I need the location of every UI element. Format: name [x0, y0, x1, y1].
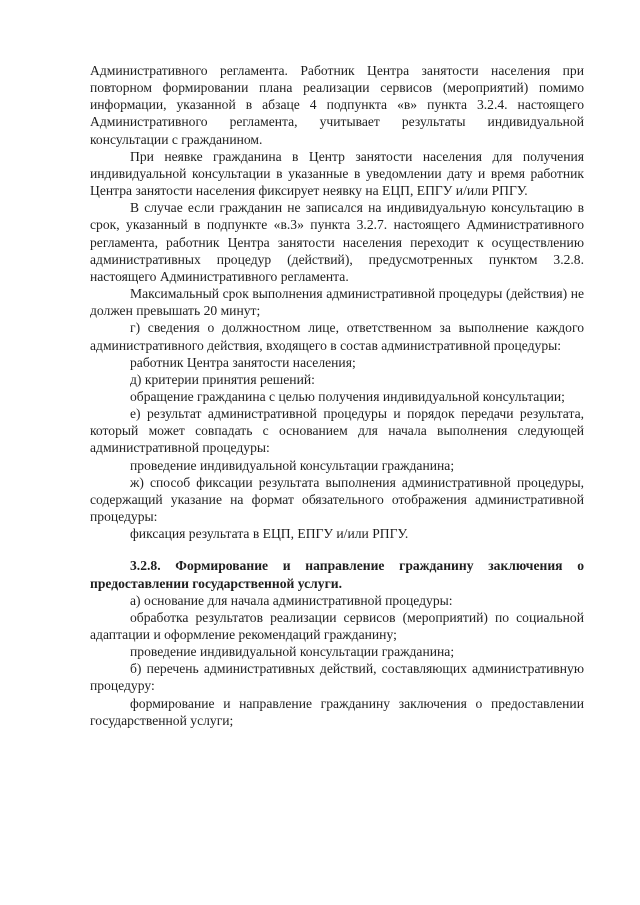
section-paragraph-formation: формирование и направление гражданину заключения о предоставлении государственной услуги;	[90, 695, 584, 728]
document-body	[90, 62, 584, 729]
paragraph-responsible: работник Центра занятости населения;	[130, 354, 356, 370]
paragraph-max-time: Максимальный срок выполнения административной процедуры (действия) не должен превышать 20 минут;	[90, 286, 584, 319]
paragraph-item-g: г) сведения о должностном лице, ответственном за выполнение каждого административного действия, входящего в состав административной процедуры:	[90, 320, 584, 353]
paragraph-criteria: обращение гражданина с целью получения индивидуальной консультации;	[130, 388, 565, 404]
paragraph-item-d: д) критерии принятия решений:	[130, 371, 315, 387]
section-paragraph-a: а) основание для начала административной процедуры:	[130, 592, 453, 608]
paragraph-not-registered: В случае если гражданин не записался на индивидуальную консультацию в срок, указанный в подпункте «в.3» пункта 3.2.7. настоящего Административного регламента, работник Центра занятости населения переходит к осуществлению административных процедур (действий), предусмотренных пунктом 3.2.8. настоящего Административного регламента.	[90, 200, 584, 284]
paragraph-fixation: фиксация результата в ЕЦП, ЕПГУ и/или РПГУ.	[130, 526, 409, 542]
paragraph-result: проведение индивидуальной консультации гражданина;	[130, 457, 455, 473]
paragraph-item-e: е) результат административной процедуры и порядок передачи результата, который может совпадать с основанием для начала выполнения следующей административной процедуры:	[90, 406, 584, 456]
section-paragraph-consultation: проведение индивидуальной консультации гражданина;	[130, 644, 455, 660]
paragraph-continuation: Административного регламента. Работник Центра занятости населения при повторном формировании плана реализации сервисов (мероприятий) помимо информации, указанной в абзаце 4 подпункта «в» пункта 3.2.4. настоящего Административного регламента, учитывает результаты индивидуальной консультации с гражданином.	[90, 63, 584, 147]
section-heading: 3.2.8. Формирование и направление гражданину заключения о предоставлении государственной услуги.	[90, 558, 584, 591]
paragraph-item-zh: ж) способ фиксации результата выполнения административной процедуры, содержащий указание на формат обязательного отображения административной процедуры:	[90, 474, 584, 525]
section-paragraph-processing: обработка результатов реализации сервисов (мероприятий) по социальной адаптации и оформление рекомендаций гражданину;	[90, 609, 584, 642]
section-paragraph-b: б) перечень административных действий, составляющих административную процедуру:	[90, 661, 584, 694]
paragraph-no-show: При неявке гражданина в Центр занятости населения для получения индивидуальной консультации в указанные в уведомлении дату и время работник Центра занятости населения фиксирует неявку на ЕЦП, ЕПГУ и/или РПГУ.	[90, 148, 584, 199]
